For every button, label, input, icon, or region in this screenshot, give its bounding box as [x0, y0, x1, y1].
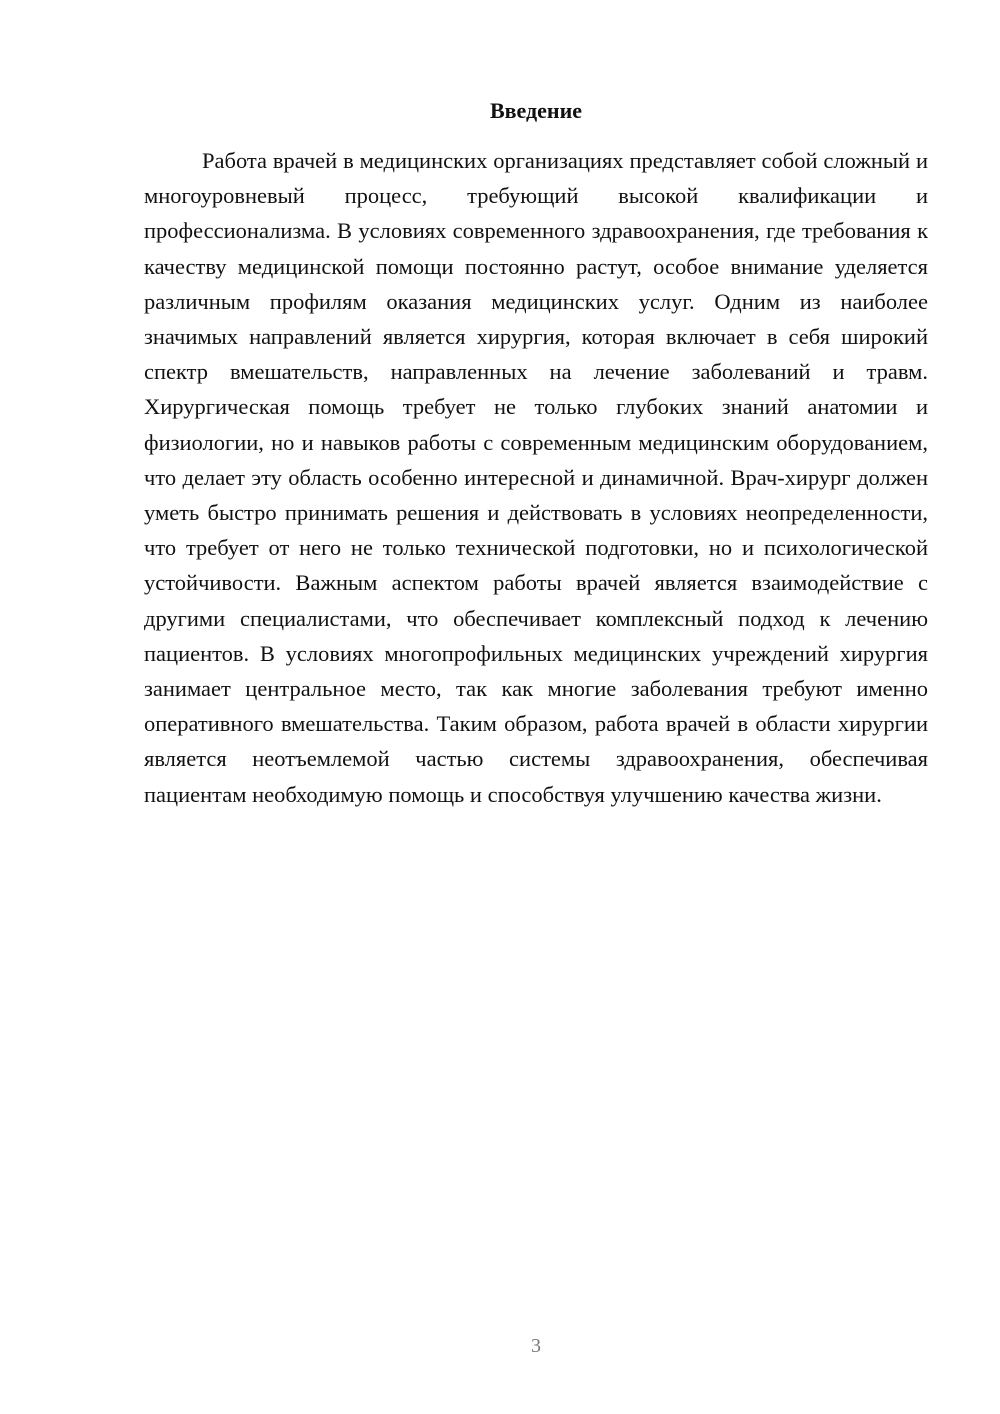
page-number: 3	[531, 1335, 541, 1357]
section-heading: Введение	[489, 98, 583, 123]
body-paragraph: Работа врачей в медицинских организациях представляет собой сложный и многоуровневый процесс, требующий высокой квалификации и профессионализма. В условиях современного здравоохранения, где требования к качеству медицинской помощи постоянно растут, особое внимание уделяется различным профилям оказания медицинских услуг. Одним из наиболее значимых направлений является хирургия, которая включает в себя широкий спектр вмешательств, направленных на лечение заболеваний и травм. Хирургическая помощь требует не только глубоких знаний анатомии и физиологии, но и навыков работы с современным медицинским оборудованием, что делает эту область особенно интересной и динамичной. Врач-хирург должен уметь быстро принимать решения и действовать в условиях неопределенности, что требует от него не только технической подготовки, но и психологической устойчивости. Важным аспектом работы врачей является взаимодействие с другими специалистами, что обеспечивает комплексный подход к лечению пациентов. В условиях многопрофильных медицинских учреждений хирургия занимает центральное место, так как многие заболевания требуют именно оперативного вмешательства. Таким образом, работа врачей в области хирургии является неотъемлемой частью системы здравоохранения, обеспечивая пациентам необходимую помощь и способствуя улучшению качества жизни.	[144, 148, 928, 807]
